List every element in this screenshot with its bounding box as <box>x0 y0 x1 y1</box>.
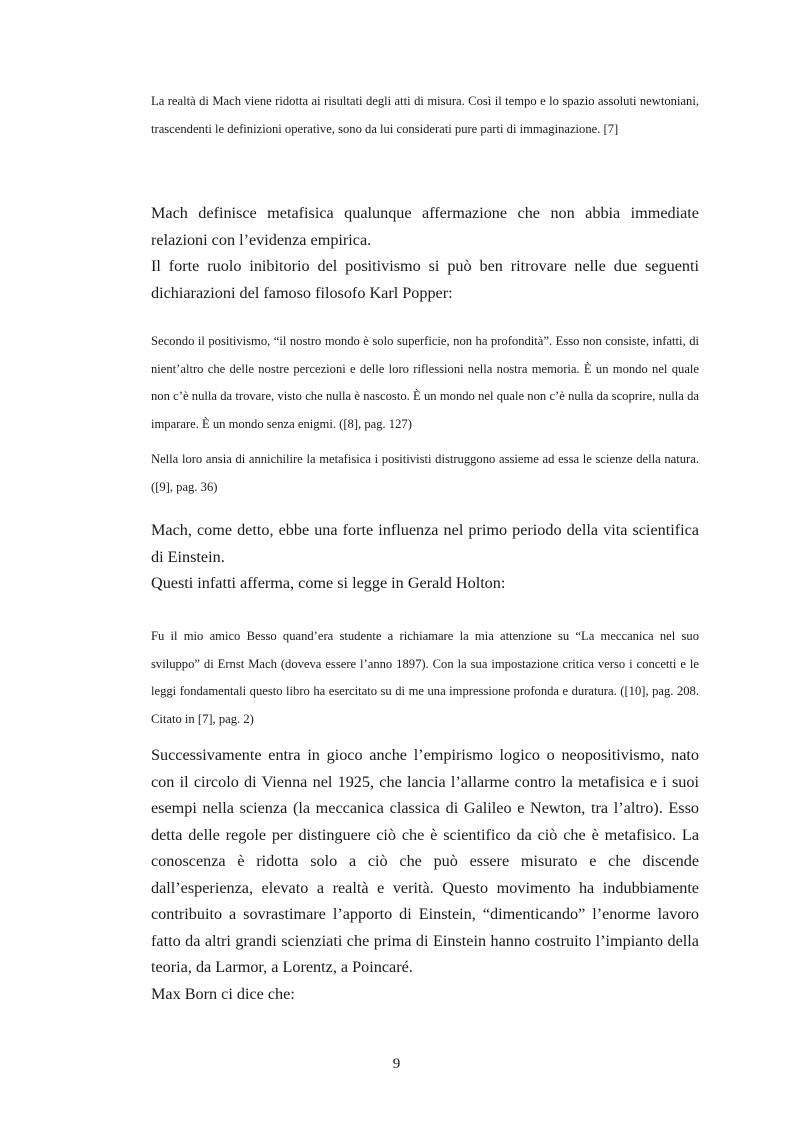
paragraph-logical-empiricism: Successivamente entra in gioco anche l’empirismo logico o neopositivismo, nato con il circolo di Vienna nel 1925, che lancia l’allarme contro la metafisica e i suoi esempi nella scienza (la meccanica classica di Galileo e Newton, tra l’altro). Esso detta delle regole per distinguere ciò che è scientifico da ciò che è metafisico. La conoscenza è ridotta solo a ciò che può essere misurato e che discende dall’esperienza, elevato a realtà e verità. Questo movimento ha indubbiamente contribuito a sovrastimare l’apporto di Einstein, “dimenticando” l’enorme lavoro fatto da altri grandi scienziati che prima di Einstein hanno costruito l’impianto della teoria, da Larmor, a Lorentz, a Poincaré. <box>151 746 699 976</box>
paragraph-mach-influence: Mach, come detto, ebbe una forte influenza nel primo periodo della vita scientifica di Einstein. <box>151 521 699 566</box>
quote-einstein-besso: Fu il mio amico Besso quand’era studente a richiamare la mia attenzione su “La meccanica nel suo sviluppo” di Ernst Mach (doveva essere l’anno 1897). Con la sua impostazione critica verso i concetti e le leggi fondamentali questo libro ha esercitato su di me una impressione profonda e duratura. ([10], pag. 208. Citato in [7], pag. 2) <box>151 629 699 726</box>
paragraph-block-einstein <box>151 517 699 597</box>
paragraph-positivism-role: Il forte ruolo inibitorio del positivismo si può ben ritrovare nelle due seguenti dichiarazioni del famoso filosofo Karl Popper: <box>151 257 699 302</box>
paragraph-holton-intro: Questi infatti afferma, come si legge in Gerald Holton: <box>151 574 506 592</box>
paragraph-block-metaphysics <box>151 200 699 306</box>
quote-popper-sciences: Nella loro ansia di annichilire la metafisica i positivisti distruggono assieme ad essa le scienze della natura. ([9], pag. 36) <box>151 452 699 494</box>
paragraph-metaphysics-definition: Mach definisce metafisica qualunque affermazione che non abbia immediate relazioni con l’evidenza empirica. <box>151 204 699 249</box>
quote-popper-surface: Secondo il positivismo, “il nostro mondo è solo superficie, non ha profondità”. Esso non consiste, infatti, di nient’altro che delle nostre percezioni e delle loro riflessioni nella nostra memoria. È un mondo nel quale non c’è nulla da trovare, visto che nulla è nascosto. È un mondo nel quale non c’è nulla da scoprire, nulla da imparare. È un mondo senza enigmi. ([8], pag. 127) <box>151 334 699 431</box>
quote-mach-reality: La realtà di Mach viene ridotta ai risultati degli atti di misura. Così il tempo e lo spazio assoluti newtoniani, trascendenti le definizioni operative, sono da lui considerati pure parti di immaginazione. [7] <box>151 94 699 136</box>
paragraph-block-empiricism <box>151 742 699 1007</box>
page-number: 9 <box>392 1056 401 1072</box>
paragraph-born-intro: Max Born ci dice che: <box>151 984 295 1003</box>
